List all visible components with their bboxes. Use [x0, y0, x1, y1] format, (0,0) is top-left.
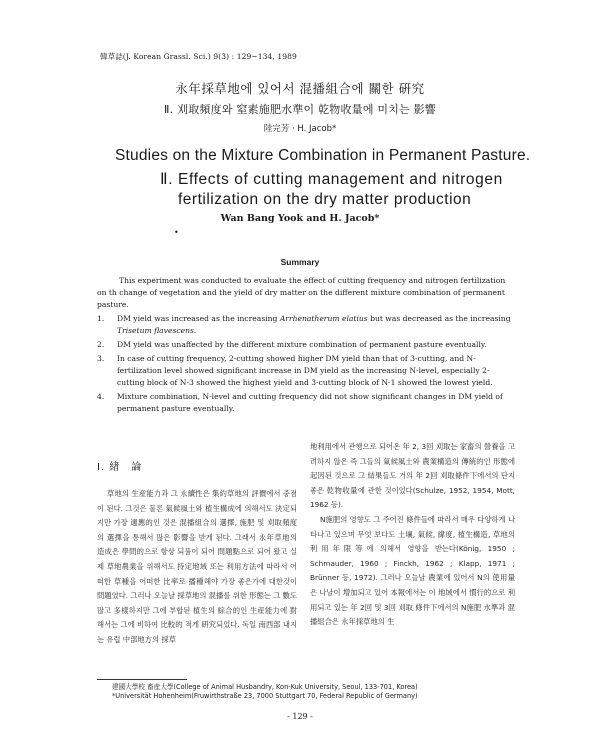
footnote-affiliation-1: 建國大學校 畜産大學(College of Animal Husbandry, Kon-Kuk University, Seoul, 133-701, Korea) [112, 683, 418, 691]
english-authors: Wan Bang Yook and H. Jacob* [220, 213, 380, 224]
summary-item [97, 391, 515, 415]
summary-item [97, 353, 515, 389]
summary-item-number: 1. [97, 314, 105, 323]
summary-section [97, 275, 515, 417]
korean-title: 永年採草地에 있어서 混播組合에 關한 硏究 [175, 81, 425, 96]
summary-list [97, 313, 515, 415]
summary-item-text: In case of cutting frequency, 2-cutting showed higher DM yield than that of 3-cutting, and N-fertilization level showed significant increase in DM yield as the increasing N-level, especially 2-cutting block of N-3 showed the highest yield and 3-cutting block of N-1 showed the lowest yield. [117, 354, 493, 387]
english-title-line2: Ⅱ. Effects of cutting management and nitrogen [160, 171, 503, 188]
korean-subtitle: Ⅱ. 刈取頻度와 窒素施肥水準이 乾物收量에 미치는 影響 [164, 103, 436, 116]
summary-item-text: DM yield was unaffected by the different mixture combination of permanent pasture eventually. [117, 340, 487, 349]
body-paragraph: N施肥의 영향도 그 주어진 條件들에 따라서 매우 다양하게 나타나고 있으며 무엇 보다도 土壤, 氣候, 緯度, 植生構造, 草地의 利用年限等에 의해서 영향을 받는다(König, 1950 ; Schmauder, 1960 ; Finckh, 1962 ; Klapp, 1971 ; Brünner 등, 1972). 그러나 오늘날 農業에 있어서 N의 使用量은 나날이 增加되고 있어 本報에서는 이 地域에서 慣行的으로 利用되고 있는 年 2回 및 3回 刈取 條件下에서의 N施肥 水準과 混播組合은 永年採草地의 生 [310, 514, 515, 627]
summary-item-number: 3. [97, 354, 105, 363]
summary-item-number: 4. [97, 392, 105, 401]
summary-intro: This experiment was conducted to evaluate the effect of cutting frequency and nitrogen fertilization on th change of vegetation and the yield of dry matter on the different mixture combination of permanent pasture. [97, 276, 506, 309]
species-name: Arrhenatherum elatius [279, 314, 368, 323]
summary-item-text-part: . [193, 326, 197, 335]
page-number: - 129 - [287, 712, 313, 721]
species-name: Trisetum flavescens [117, 326, 194, 335]
footnote-affiliation-2: *Universität Hohenheim(Fruwirthstraße 23, 7000 Stuttgart 70, Federal Republic of Germany) [112, 692, 418, 700]
korean-authors: 陸完芳 · H. Jacob* [263, 124, 337, 134]
summary-item-text-part: DM yield was increased as the increasing [117, 314, 280, 323]
summary-item-text-part: but was decreased as the increasing [367, 314, 511, 323]
summary-item-number: 2. [97, 340, 105, 349]
bullet-marker: • [174, 228, 179, 237]
body-column-right [310, 440, 515, 630]
summary-heading: Summary [280, 257, 320, 267]
summary-item [97, 313, 515, 337]
journal-citation: 韓草誌(J. Korean Grassl. Sci.) 9(3) : 129~134, 1989 [100, 52, 297, 61]
section-heading-introduction: Ⅰ. 緖 論 [97, 462, 143, 473]
body-column-left [97, 452, 297, 648]
summary-item [97, 339, 515, 351]
body-paragraph: 地利用에서 관행으로 되어온 年 2, 3回 刈取는 家畜의 營養을 고려하지 않은 즉 그들의 氣候風土와 農業構造의 傳統的인 形態에 起因된 것으로 그 結果들도 거의 年 2回 刈取條件下에서의 단지 좋은 乾物收量에 관한 것이었다(Schulze, 1952, 1954, Mott, 1962 등). [310, 442, 515, 510]
body-paragraph: 草地의 生産能力과 그 永續性은 集約草地의 評價에서 중점이 된다. 그것은 물론 氣候風土와 植生構成에 의해서도 決定되지만 가장 適應的인 것은 混播組合의 選擇, 施肥 및 刈取頻度의 選擇을 통해서 많은 影響을 받게 된다. 그래서 永年草地의 造成은 學問的으로 항상 되풀이 되어 問題點으로 되어 왔고 실제 草地農業을 위해서도 持定地域 또는 利用方法에 따라서 어떠한 草種을 어떠한 比率로 播種해야 가장 좋은가에 대한것이 問題였다. 그러나 오늘날 採草地의 混播를 위한 形態는 그 數도 많고 多樣하지만 그에 부합된 植生의 綜合的인 生産能力에 對해서는 그에 비하여 比較的 적게 硏究되었다. 독일 南西部 내지는 유럽 中部地方의 採草 [97, 489, 297, 644]
english-title-line1: Studies on the Mixture Combination in Permanent Pasture. [115, 147, 531, 164]
footnote-divider [97, 679, 187, 680]
summary-item-text [117, 313, 515, 337]
english-title-line3: fertilization on the dry matter production [178, 191, 472, 208]
summary-item-text: Mixture combination, N-level and cutting frequency did not show significant changes in DM yield of permanent pasture eventually. [117, 392, 503, 413]
